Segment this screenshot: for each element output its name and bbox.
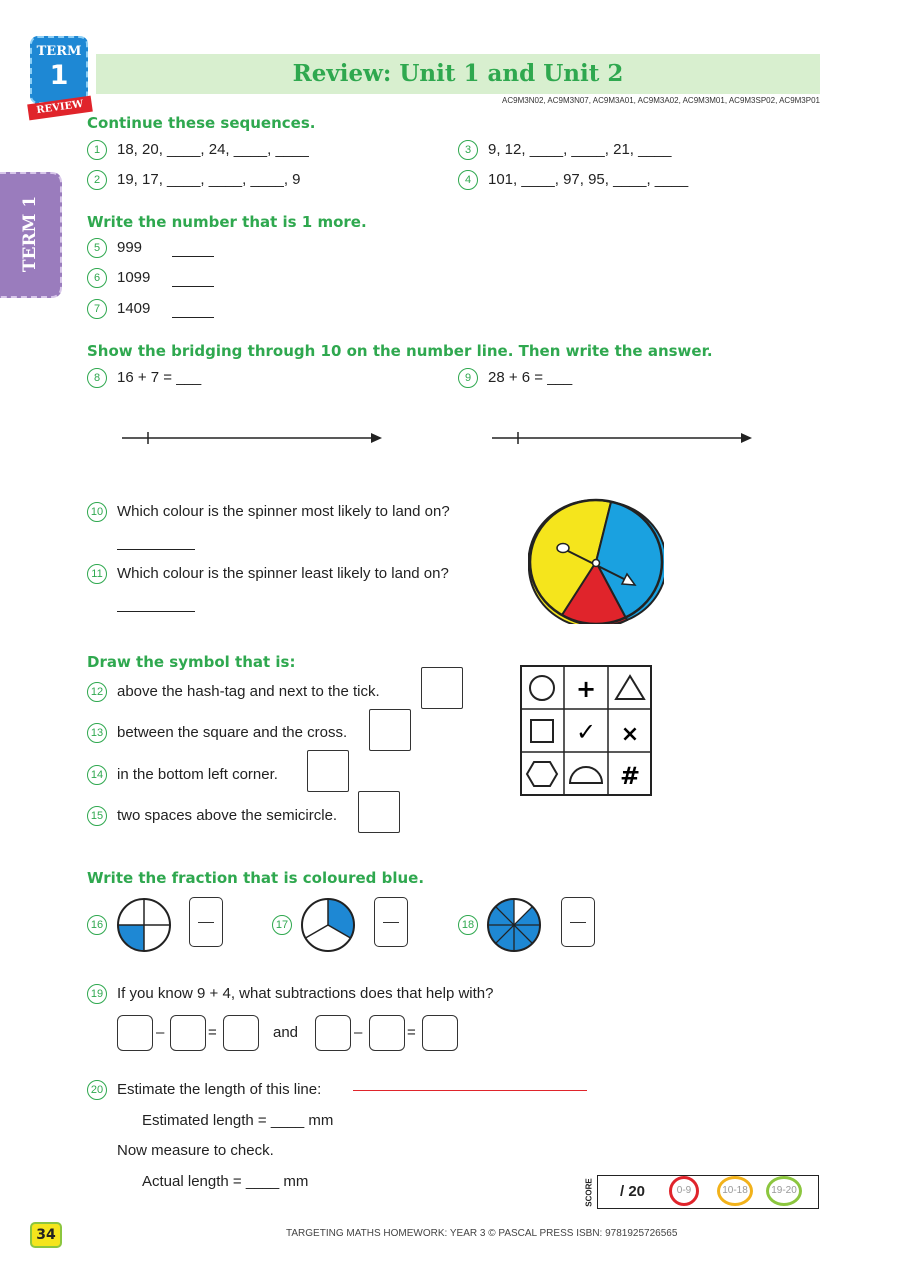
actual-length-text: Actual length = ____ mm (142, 1173, 309, 1190)
measure-red-line (353, 1090, 587, 1091)
question-10-text: Which colour is the spinner most likely to land on? (117, 503, 450, 520)
subtraction-box-2a[interactable] (315, 1015, 351, 1051)
spinner (528, 498, 664, 624)
grid-hashtag-symbol: # (619, 762, 641, 790)
question-7-text: 1409 (117, 300, 151, 317)
answer-box-12[interactable] (421, 667, 463, 709)
fraction-answer-box-16[interactable] (189, 897, 223, 947)
question-number-8: 8 (87, 368, 107, 388)
question-number-5: 5 (87, 238, 107, 258)
question-number-15: 15 (87, 806, 107, 826)
term-badge (30, 36, 88, 104)
score-band-low: 0-9 (669, 1176, 699, 1206)
question-number-4: 4 (458, 170, 478, 190)
footer-credit: TARGETING MATHS HOMEWORK: YEAR 3 © PASCAL PRESS ISBN: 9781925726565 (286, 1228, 678, 1239)
question-11-text: Which colour is the spinner least likely to land on? (117, 565, 449, 582)
question-number-19: 19 (87, 984, 107, 1004)
heading-sequences: Continue these sequences. (87, 114, 316, 132)
question-number-6: 6 (87, 268, 107, 288)
heading-bridging: Show the bridging through 10 on the number line. Then write the answer. (87, 342, 713, 360)
question-5-text: 999 (117, 239, 143, 256)
question-2-text: 19, 17, ____, ____, ____, 9 (117, 171, 301, 188)
answer-line-11[interactable] (117, 611, 195, 612)
estimated-length-text: Estimated length = ____ mm (142, 1112, 334, 1129)
question-number-20: 20 (87, 1080, 107, 1100)
question-number-11: 11 (87, 564, 107, 584)
question-number-3: 3 (458, 140, 478, 160)
score-band-high: 19-20 (766, 1176, 802, 1206)
page-title: Review: Unit 1 and Unit 2 (292, 60, 624, 87)
score-total: / 20 (620, 1183, 646, 1200)
question-number-7: 7 (87, 299, 107, 319)
question-13-text: between the square and the cross. (117, 724, 348, 741)
symbol-grid (520, 665, 654, 797)
question-4-text: 101, ____, 97, 95, ____, ____ (488, 171, 689, 188)
question-6-text: 1099 (117, 269, 151, 286)
grid-tick-symbol: ✓ (575, 718, 597, 746)
answer-line-10[interactable] (117, 549, 195, 550)
question-19-text: If you know 9 + 4, what subtractions does that help with? (117, 985, 494, 1002)
score-label: SCORE (584, 1178, 594, 1207)
subtraction-box-1c[interactable] (223, 1015, 259, 1051)
number-line-8[interactable] (118, 428, 388, 448)
question-1-text: 18, 20, ____, 24, ____, ____ (117, 141, 309, 158)
answer-box-13[interactable] (369, 709, 411, 751)
term-badge-word: TERM (36, 44, 82, 59)
heading-one-more: Write the number that is 1 more. (87, 213, 367, 231)
measure-instruction: Now measure to check. (117, 1142, 274, 1159)
question-number-1: 1 (87, 140, 107, 160)
question-15-text: two spaces above the semicircle. (117, 807, 338, 824)
grid-plus-symbol: + (575, 675, 597, 703)
subtraction-box-1b[interactable] (170, 1015, 206, 1051)
number-line-9[interactable] (488, 428, 758, 448)
grid-cross-symbol: × (620, 722, 640, 747)
answer-line-7[interactable] (172, 317, 214, 318)
subtraction-box-2c[interactable] (422, 1015, 458, 1051)
subtraction-box-2b[interactable] (369, 1015, 405, 1051)
side-term-tab (0, 172, 62, 298)
question-12-text: above the hash-tag and next to the tick. (117, 683, 380, 700)
question-number-18: 18 (458, 915, 478, 935)
page-number: 34 (30, 1222, 62, 1248)
title-banner (96, 54, 820, 94)
question-number-13: 13 (87, 723, 107, 743)
fraction-circle-17 (300, 897, 356, 953)
answer-box-15[interactable] (358, 791, 400, 833)
fraction-circle-18 (486, 897, 542, 953)
subtraction-box-1a[interactable] (117, 1015, 153, 1051)
fraction-answer-box-18[interactable] (561, 897, 595, 947)
question-14-text: in the bottom left corner. (117, 766, 278, 783)
equals-sign: = (407, 1024, 416, 1041)
question-number-17: 17 (272, 915, 292, 935)
question-number-10: 10 (87, 502, 107, 522)
question-number-2: 2 (87, 170, 107, 190)
question-9-text: 28 + 6 = ___ (488, 369, 573, 386)
minus-sign: – (156, 1024, 165, 1041)
question-8-text: 16 + 7 = ___ (117, 369, 202, 386)
fraction-circle-16 (116, 897, 172, 953)
equals-sign: = (208, 1024, 217, 1041)
heading-fraction: Write the fraction that is coloured blue. (87, 869, 425, 887)
question-3-text: 9, 12, ____, ____, 21, ____ (488, 141, 672, 158)
curriculum-codes: AC9M3N02, AC9M3N07, AC9M3A01, AC9M3A02, AC9M3M01, AC9M3SP02, AC9M3P01 (502, 96, 820, 105)
review-ribbon: REVIEW (27, 96, 93, 121)
answer-line-6[interactable] (172, 286, 214, 287)
heading-symbol: Draw the symbol that is: (87, 653, 296, 671)
question-number-12: 12 (87, 682, 107, 702)
and-label: and (273, 1024, 299, 1041)
score-band-mid: 10-18 (717, 1176, 753, 1206)
term-badge-number: 1 (49, 60, 69, 91)
answer-box-14[interactable] (307, 750, 349, 792)
score-box (597, 1175, 819, 1209)
side-term-label: TERM 1 (20, 195, 40, 273)
question-number-16: 16 (87, 915, 107, 935)
question-number-9: 9 (458, 368, 478, 388)
question-20-text: Estimate the length of this line: (117, 1081, 322, 1098)
answer-line-5[interactable] (172, 256, 214, 257)
minus-sign: – (354, 1024, 363, 1041)
fraction-answer-box-17[interactable] (374, 897, 408, 947)
question-number-14: 14 (87, 765, 107, 785)
